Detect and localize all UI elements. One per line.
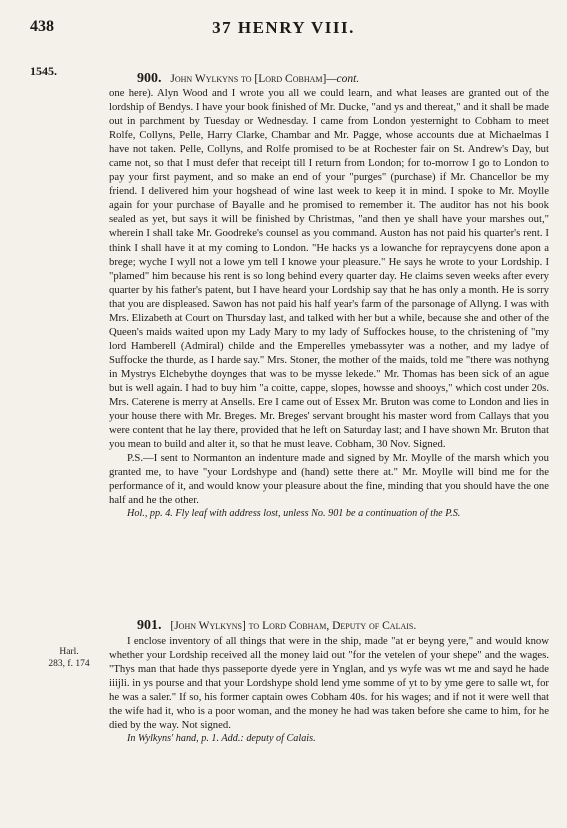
entry-900-body [109,86,549,521]
running-header [30,18,537,38]
entry-900-heading [137,71,359,87]
manuscript-collection: Harl. [59,647,79,657]
entry-900-note: Hol., pp. 4. Fly leaf with address lost, unless No. 901 be a continuation of the P.S. [127,508,461,520]
running-title: 37 HENRY VIII. [212,18,355,37]
manuscript-reference [44,646,94,670]
entry-901-note: In Wylkyns' hand, p. 1. Add.: deputy of Calais. [127,733,316,745]
entry-901-paragraph: I enclose inventory of all things that were in the ship, made "at er beyng yere," and would know whether your Lordship received all the money laid out "for the vetelen of your shepe" and the wages. "Thys man that hade thys passeporte dyede yere in Ynglan, and ys wyfe was wt me and sayd he hade iiijli. in ys pourse and that your Lordshype shold lend yme somme of yt to by yme gere to salle wt, for he was a saler." If so, his former captain owes Cobham 40s. for his wages; and if not it were well that the wife had it, who is a poor woman, and the money he had was taken before she came to him, for he died by the way. Not signed. [109,635,549,732]
entry-901-body [109,634,549,746]
entry-900-continued: —cont. [326,73,360,85]
manuscript-folio: 283, f. 174 [48,659,90,669]
page-number: 438 [30,18,54,35]
entry-900-paragraph: one here). Alyn Wood and I wrote you all we could learn, and what leases are granted out of the lordship of Bendys. I have your book finished of Mr. Ducke, "and ys and thereat," and it shall be made out in parchment by Tuesday or Wednesday. I came from London yesternight to Cobham to meet Rolfe, Collyns, Pelle, Harry Clarke, Chambar and Mr. Pagge, whose accounts due at Michaelmas I have not taken. Pelle, Collyns, and Rolfe promised to be at Rochester fair on St. Andrew's Day, but came not, so that I must defer that receipt till I return from London; for to-morrow I go to London to pay your first payment, and so make an end of your "purges" (purchase) if Mr. Chancellor be my friend. I delivered him your hogshead of wine last week to keep it in mind. I spoke to Mr. Moylle again for your purchase of Bayalle and he promised to remember it. The auditor has not his book sealed as yet, but says it will be finished by Christmas, "and then ye shall have your marshes out," wherein I shall take Mr. Goodreke's counsel as you command. Auston has not paid his quarter's rent. I think I shall have it at my coming to London. "He hacks ys a lowanche for repraycyens done apon a brege; wyche I wyll not a lowe ym tell I knowe your pleasure." He says he wrote to your Lordship. I "plamed" him because his rent is so long behind every quarter day. He claims seven weeks after every quarter by his father's patent, but I have heard your Lordship say that he has only a month. He is sorry that you are displeased. Sawon has not paid his half year's farm of the parsonage of Allyng. I was with Mrs. Elizabeth at Court on Thursday last, and talked with her but a while, because she and other of the Queen's maids waited upon my Lady Mary to my lady of Suffockes house, to the christening of "my lord Hamberell (Admiral) childe and the Emperelles ymebassyter was a nother, and my ladye of Suffocke the thurde, as I harde say." Mrs. Stoner, the mother of the maids, told me "there was nothyng in Mystrys Elchebythe doynges that was to be mysse lekede." Mr. Thomas has been sick of an ague but is well again. I had to buy him "a coitte, cappe, slopes, howsse and shooys," which cost under 20s. Mrs. Caterene is merry at Ansells. Ere I came out of Essex Mr. Bruton was come to London and lies in your house there with Mr. Breges. Mr. Breges' servant brought his master word from Callays that you were content that he lay there, provided that he left on Saturday last; and I have shown Mr. Bruton that you mean to build and alter it, so that he must leave. Cobham, 30 Nov. Signed. [109,87,549,451]
entry-900-title: John Wylkyns to [Lord Cobham] [170,73,327,85]
entry-900-postscript: P.S.—I sent to Normanton an indenture made and signed by Mr. Moylle of the marsh which you granted me, to have "your Lordshype and (hand) sette there at." Mr. Moylle will bind me for the performance of it, and would know your pleasure about the fine, minding that you should have the one half and he the other. [109,452,549,507]
entry-901-number: 901. [137,618,162,633]
entry-901-heading [137,618,416,634]
year-marker: 1545. [30,64,57,78]
entry-901-title: [John Wylkyns] to Lord Cobham, Deputy of Calais. [170,620,417,632]
entry-900-number: 900. [137,71,162,86]
